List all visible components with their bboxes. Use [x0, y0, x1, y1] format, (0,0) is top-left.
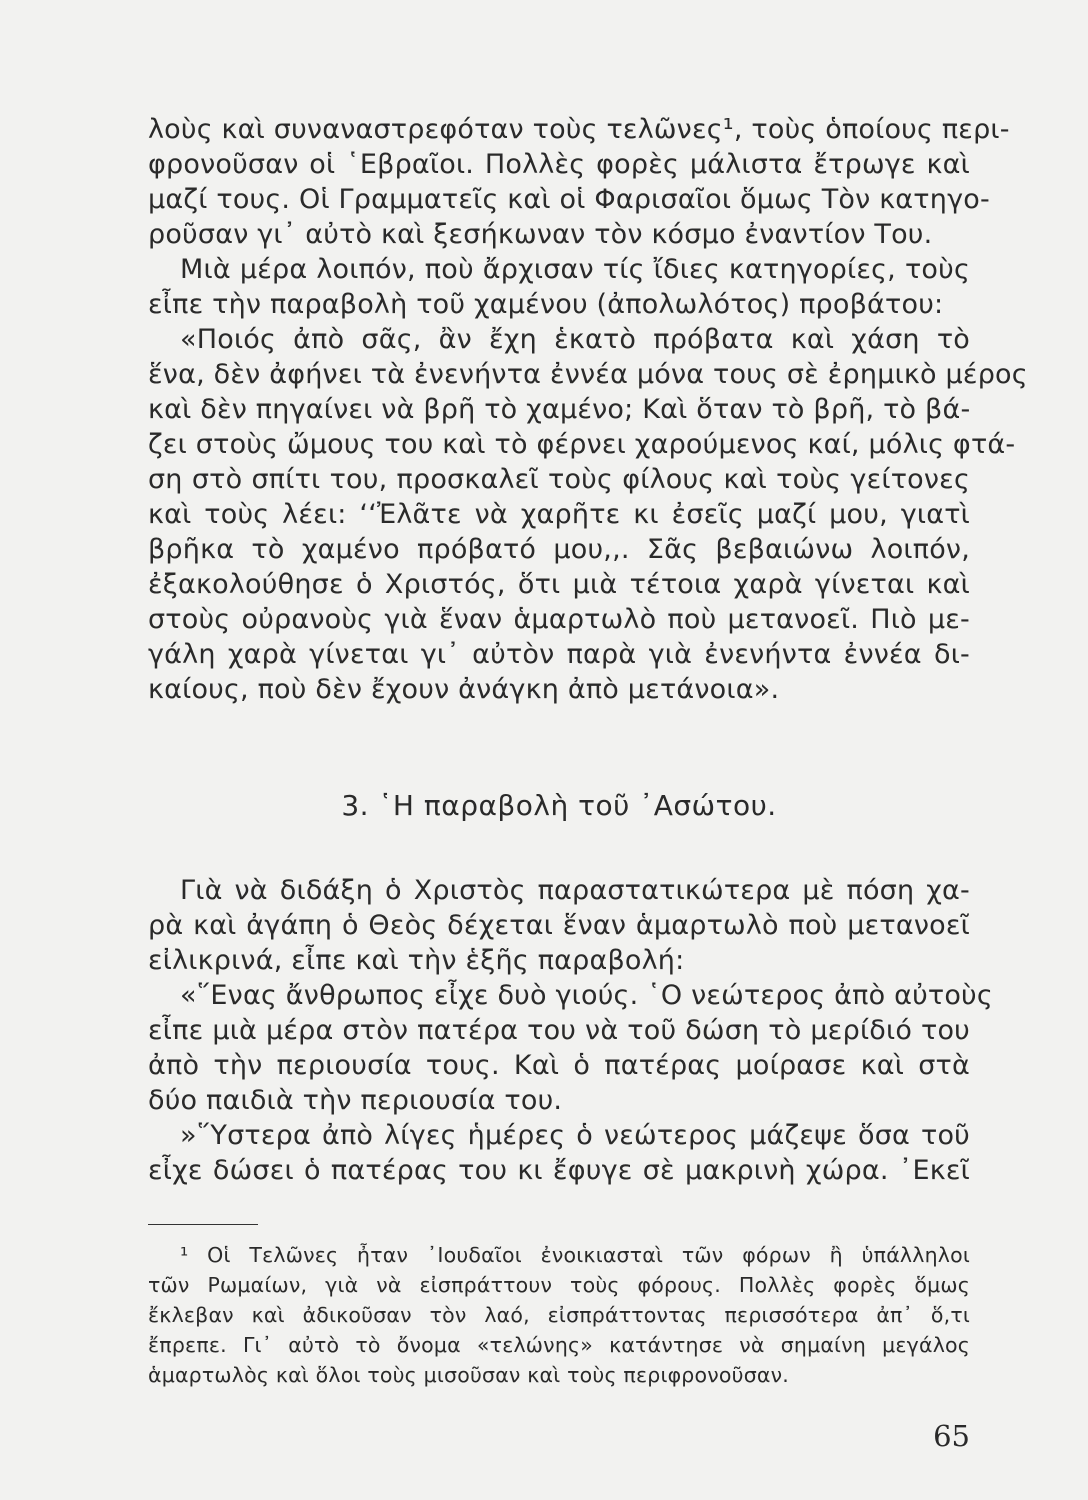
text-line: καὶ δὲν πηγαίνει νὰ βρῆ τὸ χαμένο; Καὶ ὅταν τὸ βρῆ, τὸ βά- — [148, 394, 971, 425]
text-line: εἶχε δώσει ὁ πατέρας του κι ἔφυγε σὲ μακρινὴ χώρα. ᾽Εκεῖ — [148, 1155, 970, 1186]
text-line: γάλη χαρὰ γίνεται γι᾽ αὐτὸν παρὰ γιὰ ἐνενήντα ἐννέα δι- — [148, 639, 970, 670]
text-line: εἶπε τὴν παραβολὴ τοῦ χαμένου (ἀπολωλότος) προβάτου: — [148, 289, 944, 320]
text-line: μαζί τους. Οἱ Γραμματεῖς καὶ οἱ Φαρισαῖοι ὅμως Τὸν κατηγο- — [148, 184, 990, 215]
text-line: καὶ τοὺς λέει: ‘‘Ἐλᾶτε νὰ χαρῆτε κι ἐσεῖς μαζί μου, γιατὶ — [148, 499, 970, 530]
footnote-line: ¹ Οἱ Τελῶνες ἦταν ᾽Ιουδαῖοι ἐνοικιασταὶ τῶν φόρων ἢ ὑπάλληλοι — [180, 1243, 970, 1267]
text-line: λοὺς καὶ συναναστρεφόταν τοὺς τελῶνες¹, τοὺς ὁποίους περι- — [148, 114, 1010, 145]
body-text-lower — [148, 873, 993, 1188]
section-heading: 3. ῾Η παραβολὴ τοῦ ᾽Ασώτου. — [341, 789, 777, 822]
text-line: «῞Ενας ἄνθρωπος εἶχε δυὸ γιούς. ῾Ο νεώτερος ἀπὸ αὐτοὺς — [180, 980, 993, 1011]
text-line: ρὰ καὶ ἀγάπη ὁ Θεὸς δέχεται ἕναν ἁμαρτωλὸ ποὺ μετανοεῖ — [148, 910, 970, 941]
text-line: «Ποιός ἀπὸ σᾶς, ἂν ἔχη ἑκατὸ πρόβατα καὶ χάση τὸ — [180, 324, 970, 355]
text-line: βρῆκα τὸ χαμένο πρόβατό μου,,. Σᾶς βεβαιώνω λοιπόν, — [148, 534, 970, 565]
text-line: ζει στοὺς ὤμους του καὶ τὸ φέρνει χαρούμενος καί, μόλις φτά- — [148, 429, 1016, 460]
text-line: εἶπε μιὰ μέρα στὸν πατέρα του νὰ τοῦ δώση τὸ μερίδιό του — [148, 1015, 970, 1046]
footnote — [148, 1240, 970, 1390]
text-line: ἕνα, δὲν ἀφήνει τὰ ἐνενήντα ἐννέα μόνα τους σὲ ἐρημικὸ μέρος — [148, 359, 1028, 390]
body-text-upper — [148, 112, 1028, 707]
footnote-line: τῶν Ρωμαίων, γιὰ νὰ εἰσπράττουν τοὺς φόρους. Πολλὲς φορὲς ὅμως — [148, 1273, 970, 1297]
text-line: καίους, ποὺ δὲν ἔχουν ἀνάγκη ἀπὸ μετάνοια». — [148, 674, 780, 705]
text-line: ση στὸ σπίτι του, προσκαλεῖ τοὺς φίλους καὶ τοὺς γείτονες — [148, 464, 970, 495]
page-number: 65 — [933, 1419, 970, 1453]
text-line: ἀπὸ τὴν περιουσία τους. Καὶ ὁ πατέρας μοίρασε καὶ στὰ — [148, 1050, 970, 1081]
footnote-line: ἔπρεπε. Γι᾽ αὐτὸ τὸ ὄνομα «τελώνης» κατάντησε νὰ σημαίνη μεγάλος — [148, 1333, 970, 1357]
text-line: ροῦσαν γι᾽ αὐτὸ καὶ ξεσήκωναν τὸν κόσμο ἐναντίον Του. — [148, 219, 933, 250]
text-line: Μιὰ μέρα λοιπόν, ποὺ ἄρχισαν τίς ἴδιες κατηγορίες, τοὺς — [180, 254, 970, 285]
footnote-line: ἔκλεβαν καὶ ἀδικοῦσαν τὸν λαό, εἰσπράττοντας περισσότερα ἀπ᾽ ὅ,τι — [148, 1303, 970, 1327]
footnote-divider — [148, 1224, 258, 1225]
text-line: εἰλικρινά, εἶπε καὶ τὴν ἑξῆς παραβολή: — [148, 945, 685, 976]
text-line: στοὺς οὐρανοὺς γιὰ ἕναν ἁμαρτωλὸ ποὺ μετανοεῖ. Πιὸ με- — [148, 604, 970, 635]
footnote-line: ἁμαρτωλὸς καὶ ὅλοι τοὺς μισοῦσαν καὶ τοὺς περιφρονοῦσαν. — [148, 1363, 789, 1387]
text-line: ἐξακολούθησε ὁ Χριστός, ὅτι μιὰ τέτοια χαρὰ γίνεται καὶ — [148, 569, 970, 600]
text-line: δύο παιδιὰ τὴν περιουσία του. — [148, 1085, 563, 1116]
text-line: Γιὰ νὰ διδάξη ὁ Χριστὸς παραστατικώτερα μὲ πόση χα- — [180, 875, 970, 906]
text-line: φρονοῦσαν οἱ ῾Εβραῖοι. Πολλὲς φορὲς μάλιστα ἔτρωγε καὶ — [148, 149, 970, 180]
text-line: »῞Υστερα ἀπὸ λίγες ἡμέρες ὁ νεώτερος μάζεψε ὅσα τοῦ — [180, 1120, 970, 1151]
